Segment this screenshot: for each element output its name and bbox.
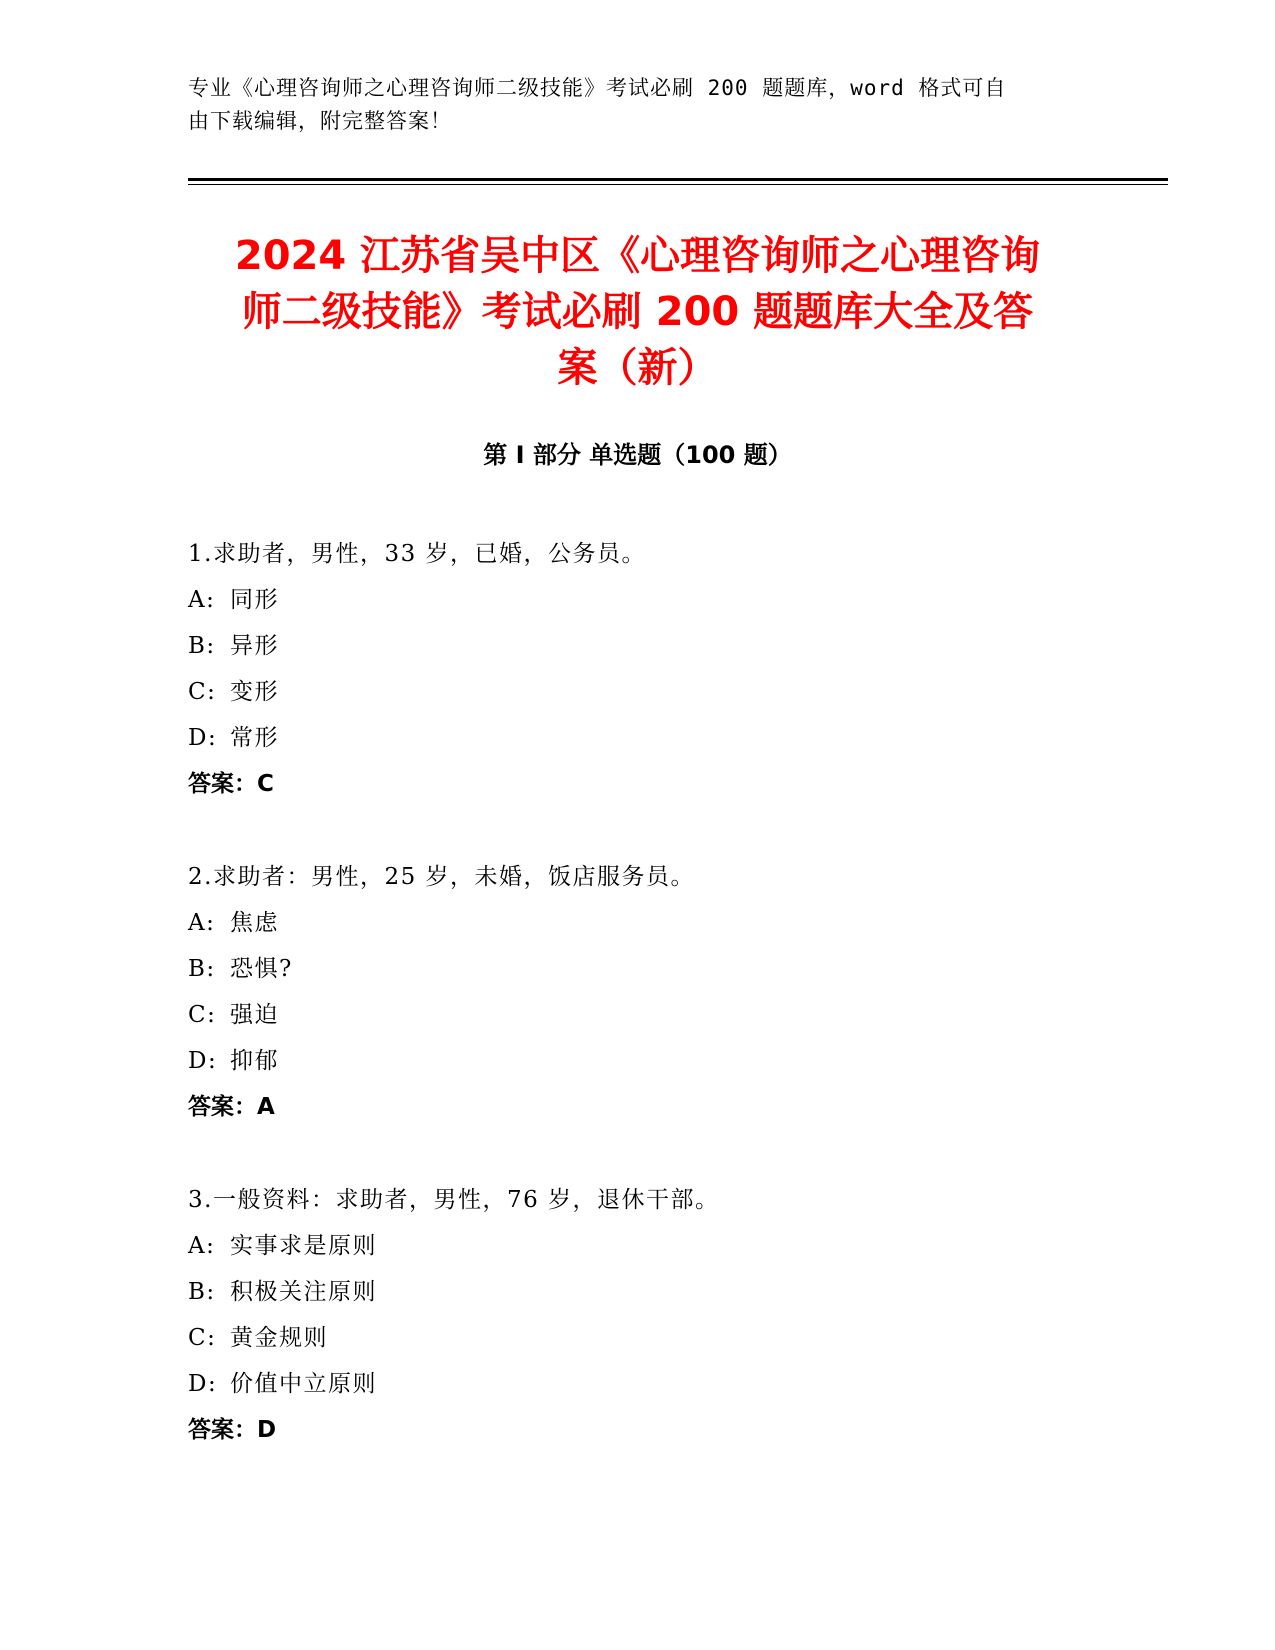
document-title	[180, 228, 1095, 396]
question-list	[188, 531, 1148, 1453]
option-text: 变形	[230, 679, 279, 705]
question-item	[188, 854, 1148, 1130]
option-b	[188, 623, 1148, 669]
question-stem: 3.一般资料：求助者，男性，76 岁，退休干部。	[188, 1187, 720, 1213]
header-divider-thick	[188, 178, 1168, 181]
answer-line: 答案：C	[188, 771, 274, 797]
option-text: 异形	[230, 633, 279, 659]
option-key: D:	[188, 725, 218, 751]
option-key: B:	[188, 956, 216, 982]
header-divider-thin	[188, 184, 1168, 185]
option-text: 强迫	[230, 1002, 279, 1028]
option-a	[188, 900, 1148, 946]
title-line: 师二级技能》考试必刷 200 题题库大全及答	[241, 289, 1034, 335]
option-a	[188, 577, 1148, 623]
title-line: 案（新）	[557, 345, 718, 391]
option-c	[188, 1315, 1148, 1361]
option-text: 同形	[230, 587, 279, 613]
option-text: 抑郁	[230, 1048, 279, 1074]
option-c	[188, 992, 1148, 1038]
option-key: A:	[188, 1233, 216, 1259]
option-key: D:	[188, 1048, 218, 1074]
option-text: 实事求是原则	[230, 1233, 377, 1259]
question-stem: 2.求助者：男性，25 岁，未婚，饭店服务员。	[188, 864, 696, 890]
header-note-line: 专业《心理咨询师之心理咨询师二级技能》考试必刷 200 题题库，word 格式可自	[188, 76, 1007, 100]
option-b	[188, 946, 1148, 992]
option-d	[188, 1038, 1148, 1084]
option-key: B:	[188, 633, 216, 659]
option-key: D:	[188, 1371, 218, 1397]
option-text: 焦虑	[230, 910, 279, 936]
option-key: B:	[188, 1279, 216, 1305]
option-key: A:	[188, 910, 216, 936]
option-key: A:	[188, 587, 216, 613]
option-key: C:	[188, 1325, 217, 1351]
option-text: 常形	[230, 725, 279, 751]
question-item	[188, 531, 1148, 807]
option-a	[188, 1223, 1148, 1269]
option-d	[188, 715, 1148, 761]
answer-line: 答案：D	[188, 1417, 277, 1443]
header-note-line: 由下载编辑，附完整答案！	[188, 109, 452, 133]
option-b	[188, 1269, 1148, 1315]
option-c	[188, 669, 1148, 715]
question-stem: 1.求助者，男性，33 岁，已婚，公务员。	[188, 541, 647, 567]
option-text: 价值中立原则	[230, 1371, 377, 1397]
option-text: 恐惧?	[230, 956, 293, 982]
header-note	[188, 72, 1088, 138]
option-text: 积极关注原则	[230, 1279, 377, 1305]
option-key: C:	[188, 679, 217, 705]
option-text: 黄金规则	[230, 1325, 328, 1351]
option-d	[188, 1361, 1148, 1407]
question-item	[188, 1177, 1148, 1453]
section-title: 第 I 部分 单选题（100 题）	[483, 441, 792, 469]
title-line: 2024 江苏省吴中区《心理咨询师之心理咨询	[234, 233, 1041, 279]
answer-line: 答案：A	[188, 1094, 275, 1120]
option-key: C:	[188, 1002, 217, 1028]
